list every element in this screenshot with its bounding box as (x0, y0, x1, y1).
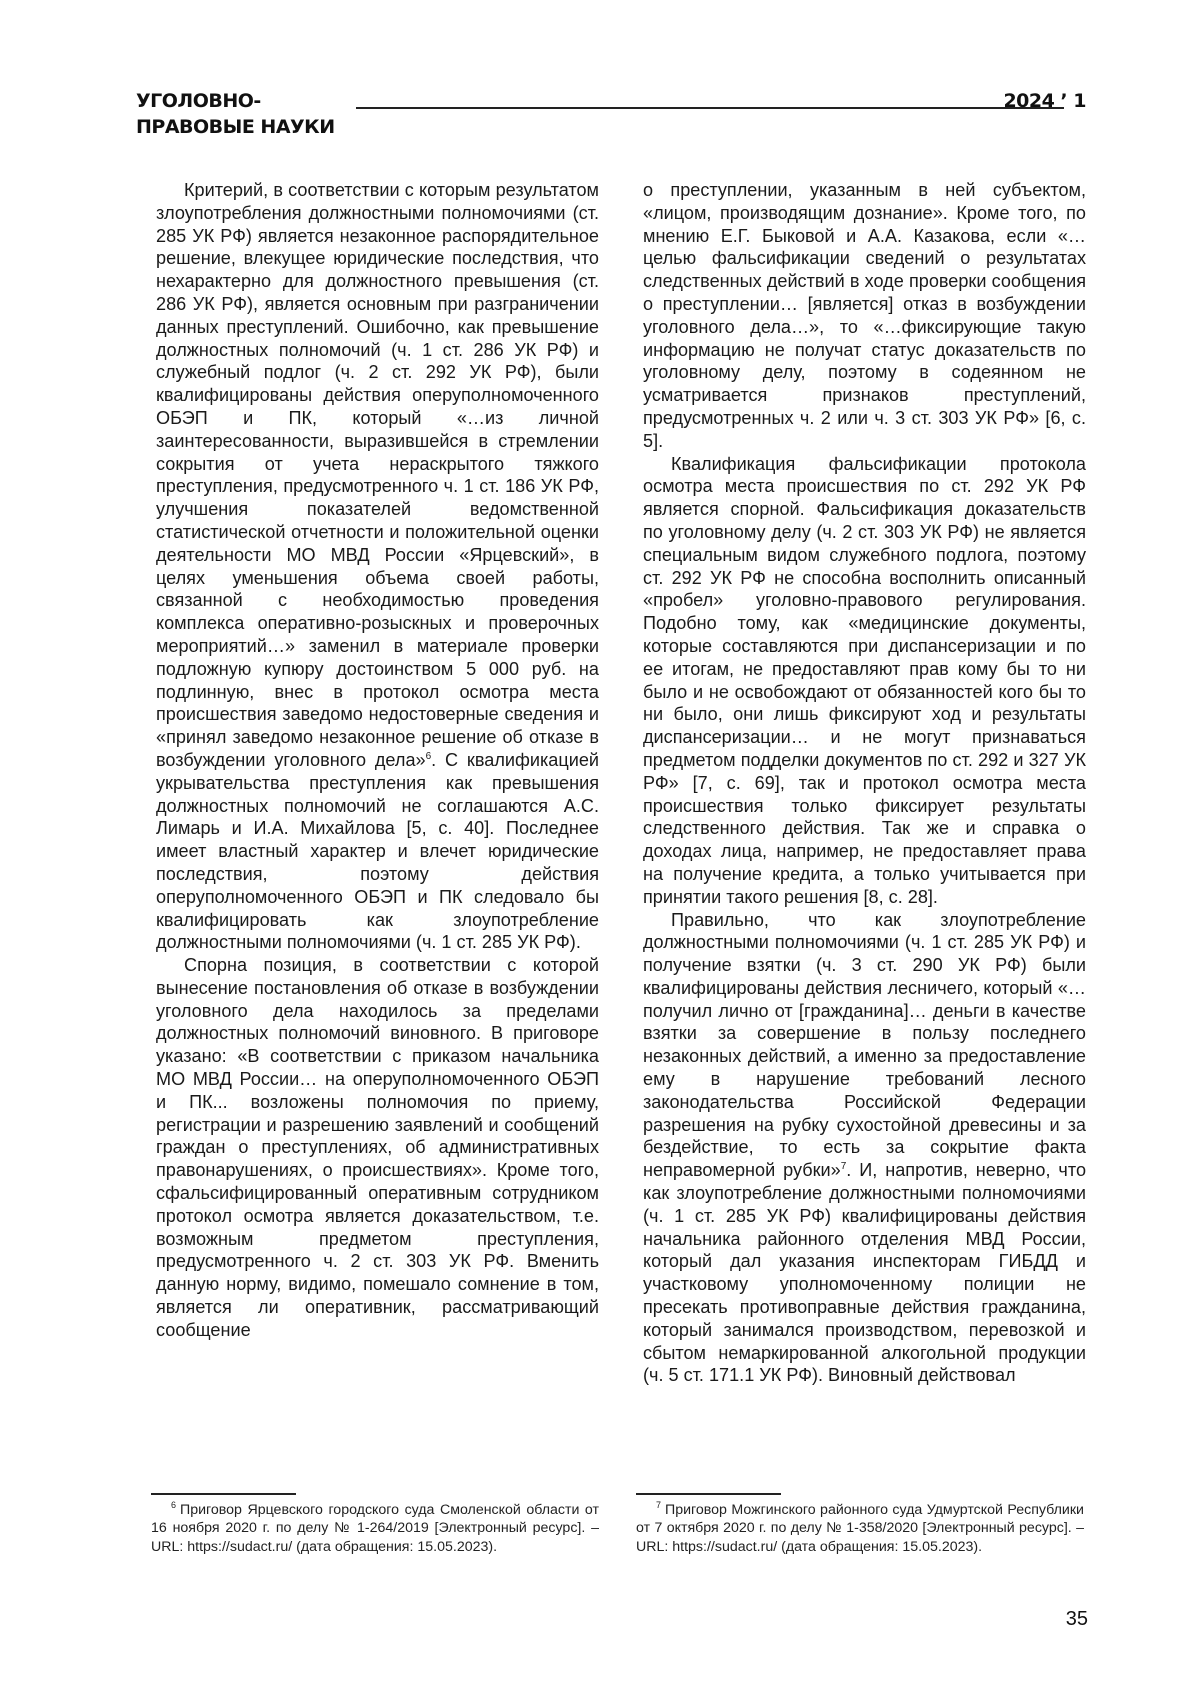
paragraph-text: Критерий, в соответствии с которым результатом злоупотребления должностными полномочиями (ст. 285 УК РФ) является незаконное распорядительное решение, влекущее юридические последствия, что нехарактерно для должностного превышения (ст. 286 УК РФ), является основным при разграничении данных преступлений. Ошибочно, как превышение должностных полномочий (ч. 1 ст. 286 УК РФ) и служебный подлог (ч. 2 ст. 292 УК РФ), были квалифицированы действия оперуполномоченного ОБЭП и ПК, который «…из личной заинтересованности, выразившейся в стремлении сокрытия от учета нераскрытого тяжкого преступления, предусмотренного ч. 1 ст. 186 УК РФ, улучшения показателей ведомственной статистической отчетности и положительной оценки деятельности МО МВД России «Ярцевский», в целях уменьшения объема своей работы, связанной с необходимостью проведения комплекса оперативно-розыскных и проверочных мероприятий…» заменил в материале проверки подложную купюру достоинством 5 000 руб. на подлинную, внес в протокол осмотра места происшествия заведомо недостоверные сведения и «принял заведомо незаконное решение об отказе в возбуждении уголовного дела» (156, 180, 599, 770)
paragraph: Квалификация фальсификации протокола осмотра места происшествия по ст. 292 УК РФ является спорной. Фальсификация доказательств по уголовному делу (ч. 2 ст. 303 УК РФ) не является специальным видом служебного подлога, поэтому ст. 292 УК РФ не способна восполнить описанный «пробел» уголовно-правового регулирования. Подобно тому, как «медицинские документы, которые составляются при диспансеризации и по ее итогам, не предоставляют прав кому бы то ни было и не освобождают от обязанностей кого бы то ни было, они лишь фиксируют ход и результаты диспансеризации… и не могут признаваться предметом подделки документов по ст. 292 и 327 УК РФ» [7, с. 69], так и протокол осмотра места происшествия только фиксирует результаты следственного действия. Так же и справка о доходах лица, например, не предоставляет права на получение кредита, а только учитывается при принятии такого решения [8, с. 28]. (643, 453, 1086, 907)
paragraph-text: . С квалификацией укрывательства преступления как превышения должностных полномочий не соглашаются А.С. Лимарь и И.А. Михайлова [5, с. 40]. Последнее имеет властный характер и влечет юридические последствия, поэтому действия оперуполномоченного ОБЭП и ПК следовало бы квалифицировать как злоупотребление должностными полномочиями (ч. 1 ст. 285 УК РФ). (156, 749, 599, 953)
footnote-7 (636, 1501, 1084, 1556)
footnote-text: Приговор Можгинского районного суда Удмуртской Республики от 7 октября 2020 г. по делу № 1-358/2020 [Электронный ресурс]. – URL: https://sudact.ru/ (дата обращения: 15.05.2023). (636, 1502, 1084, 1555)
page-number: 35 (1065, 1608, 1088, 1630)
paragraph (643, 909, 1086, 1388)
footnote-reference[interactable]: 7 (840, 1161, 847, 1173)
footnote-text: Приговор Ярцевского городского суда Смоленской области от 16 ноября 2020 г. по делу № 1-264/2019 [Электронный ресурс]. – URL: https://sudact.ru/ (дата обращения: 15.05.2023). (151, 1502, 599, 1555)
paragraph (156, 179, 599, 954)
paragraph: Спорна позиция, в соответствии с которой вынесение постановления об отказе в возбуждении уголовного дела находилось за пределами должностных полномочий виновного. В приговоре указано: «В соответствии с приказом начальника МО МВД России… на оперуполномоченного ОБЭП и ПК... возложены полномочия по приему, регистрации и разрешению заявлений и сообщений граждан о преступлениях, об административных правонарушениях, о происшествиях». Кроме того, сфальсифицированный оперативным сотрудником протокол осмотра является доказательством, т.е. возможным предметом преступления, предусмотренного ч. 2 ст. 303 УК РФ. Вменить данную норму, видимо, помешало сомнение в том, является ли оперативник, рассматривающий сообщение (156, 955, 599, 1340)
paragraph: о преступлении, указанным в ней субъектом, «лицом, производящим дознание». Кроме того, по мнению Е.Г. Быковой и А.А. Казакова, если «…целью фальсификации сведений о результатах следственных действий в ходе проверки сообщения о преступлении… [является] отказ в возбуждении уголовного дела…», то «…фиксирующие такую информацию не получат статус доказательств по уголовному делу, поэтому в содеянном не усматривается признаков преступлений, предусмотренных ч. 2 или ч. 3 ст. 303 УК РФ» [6, с. 5]. (643, 180, 1086, 451)
footnote-6 (151, 1501, 599, 1556)
footnote-mark: 6 (171, 1500, 177, 1511)
journal-section-title: УГОЛОВНО-ПРАВОВЫЕ НАУКИ (136, 90, 335, 138)
left-column (156, 179, 599, 1342)
footnote-mark: 7 (656, 1500, 662, 1511)
footnote-rule (151, 1493, 296, 1495)
paragraph-text: Правильно, что как злоупотребление должностными полномочиями (ч. 1 ст. 285 УК РФ) и получение взятки (ч. 3 ст. 290 УК РФ) были квалифицированы действия лесничего, который «…получил лично от [гражданина]… деньги в качестве взятки за совершение в пользу последнего незаконных действий, а именно за предоставление ему в нарушение требований лесного законодательства Российской Федерации разрешения на рубку сухостойной древесины и за бездействие, то есть за сокрытие факта неправомерной рубки» (643, 909, 1086, 1181)
footnote-reference[interactable]: 6 (425, 750, 432, 762)
paragraph-text: . И, напротив, неверно, что как злоупотребление должностными полномочиями (ч. 1 ст. 285 УК РФ) квалифицированы действия начальника районного отделения МВД России, который дал указания инспекторам ГИБДД и участковому уполномоченному полиции не пресекать противоправные действия гражданина, который занимался производством, перевозкой и сбытом немаркированной алкогольной продукции (ч. 5 ст. 171.1 УК РФ). Виновный действовал (643, 1160, 1087, 1386)
header-rule (356, 107, 1064, 109)
right-column (643, 179, 1086, 1387)
journal-issue-number: 2024 ’ 1 (1003, 90, 1086, 112)
footnote-rule (636, 1493, 781, 1495)
